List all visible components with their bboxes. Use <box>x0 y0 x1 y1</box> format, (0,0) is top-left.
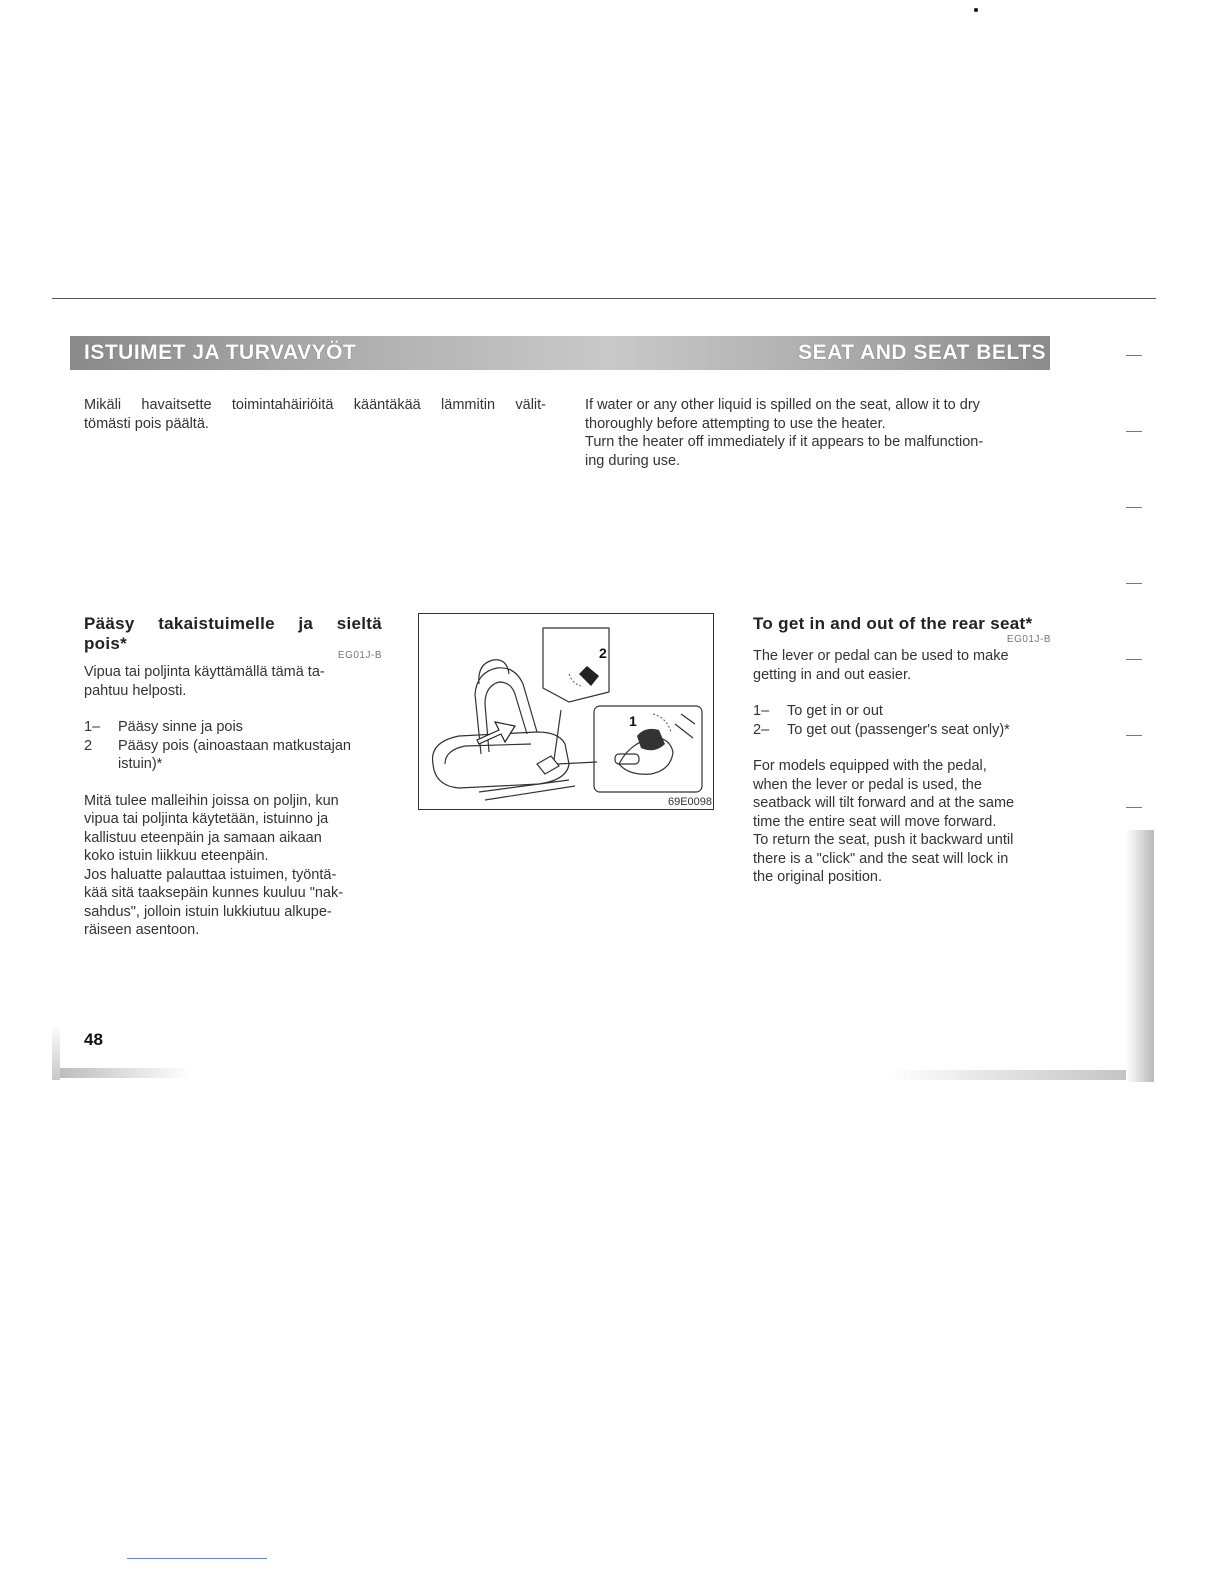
list-number: 2– <box>753 721 770 738</box>
text-line: thoroughly before attempting to use the heater. <box>585 415 886 432</box>
text-line: räiseen asentoon. <box>84 922 200 938</box>
text-line: ing during use. <box>585 452 681 469</box>
text-line: Vipua tai poljinta käyttämällä tämä ta- <box>84 664 325 680</box>
list-item <box>84 737 382 756</box>
list-text: To get in or out <box>787 703 883 719</box>
margin-tick <box>1126 507 1142 508</box>
figure-caption: 69E0098 <box>667 796 712 808</box>
text-line: For models equipped with the pedal, <box>753 758 987 774</box>
text-line: seatback will tilt forward and at the same <box>753 795 1015 811</box>
margin-tick <box>1126 431 1142 432</box>
fi-intro <box>84 663 382 700</box>
text-line: vipua tai poljinta käytetään, istuinno ja <box>84 811 329 827</box>
top-rule <box>52 298 1156 299</box>
text-line: If water or any other liquid is spilled on the seat, allow it to dry <box>585 397 980 413</box>
list-item <box>84 718 382 737</box>
en-body <box>753 757 1051 887</box>
fi-body <box>84 792 382 940</box>
text-line: pahtuu helposti. <box>84 682 187 699</box>
seat-lever-diagram <box>419 614 713 809</box>
en-intro <box>753 647 1051 684</box>
list-number: 1– <box>753 703 770 719</box>
list-number: 2 <box>84 737 93 754</box>
page-number: 48 <box>84 1030 103 1049</box>
en-rear-seat-section <box>753 614 1051 887</box>
list-text: Pääsy pois (ainoastaan matkustajan <box>118 737 351 754</box>
list-item <box>753 702 1051 721</box>
scan-shadow-left <box>52 1024 60 1080</box>
footer-underline <box>127 1558 267 1559</box>
lever-icon <box>637 729 665 750</box>
en-heater-warning <box>585 396 1051 470</box>
header-title-finnish: ISTUIMET JA TURVAVYÖT <box>84 341 357 364</box>
list-number: 1– <box>84 719 101 735</box>
figure-label-2: 2 <box>599 645 607 661</box>
margin-tick <box>1126 735 1142 736</box>
list-text: To get out (passenger's seat only)* <box>787 721 1010 738</box>
margin-tick <box>1126 355 1142 356</box>
list-item <box>753 721 1051 740</box>
fi-list <box>84 718 382 774</box>
en-section-heading: To get in and out of the rear seat* <box>753 614 1033 633</box>
seat-illustration <box>418 613 714 810</box>
en-section-code: EG01J-B <box>1006 634 1051 645</box>
fi-section-heading-line1: Pääsy takaistuimelle ja sieltä <box>84 614 382 633</box>
text-line: tömästi pois päältä. <box>84 415 209 432</box>
scan-shadow-bottom-right <box>886 1070 1126 1080</box>
text-line: there is a "click" and the seat will lock in <box>753 850 1009 867</box>
text-line: kallistuu eteenpäin ja samaan aikaan <box>84 829 322 846</box>
fi-section-heading-line2: pois* <box>84 634 128 653</box>
arrow-icon <box>477 722 515 744</box>
text-line: kää sitä taaksepäin kunnes kuuluu "nak- <box>84 885 344 901</box>
text-line: Turn the heater off immediately if it appears to be malfunction- <box>585 434 984 450</box>
fi-section-code: EG01J-B <box>337 650 382 661</box>
list-text: Pääsy sinne ja pois <box>118 719 243 735</box>
figure-label-1: 1 <box>629 713 637 729</box>
text-line: the original position. <box>753 869 882 885</box>
margin-tick <box>1126 583 1142 584</box>
text-line: getting in and out easier. <box>753 666 912 683</box>
scan-shadow-bottom-left <box>60 1068 190 1078</box>
text-line: when the lever or pedal is used, the <box>753 776 982 793</box>
text-line: To return the seat, push it backward until <box>753 832 1014 848</box>
margin-tick <box>1126 659 1142 660</box>
margin-tick <box>1126 807 1142 808</box>
list-number <box>84 755 118 774</box>
text-line: koko istuin liikkuu eteenpäin. <box>84 848 269 864</box>
text-line: Jos haluatte palauttaa istuimen, työntä- <box>84 866 337 883</box>
text-line: Mitä tulee malleihin joissa on poljin, kun <box>84 792 339 809</box>
text-line: sahdus", jolloin istuin lukkiutuu alkupe- <box>84 903 332 920</box>
scan-dot <box>974 8 978 12</box>
pedal-icon <box>579 666 599 686</box>
header-title-english: SEAT AND SEAT BELTS <box>798 341 1046 364</box>
en-list <box>753 702 1051 739</box>
text-line: The lever or pedal can be used to make <box>753 648 1009 664</box>
list-text: istuin)* <box>118 756 163 772</box>
scan-shadow-right <box>1126 830 1154 1082</box>
fi-heater-warning <box>84 396 546 433</box>
list-item <box>84 755 382 774</box>
text-line: time the entire seat will move forward. <box>753 813 997 830</box>
fi-rear-seat-section <box>84 614 382 940</box>
text-line: Mikäli havaitsette toimintahäiriöitä kääntäkää lämmitin välit- <box>84 397 546 413</box>
